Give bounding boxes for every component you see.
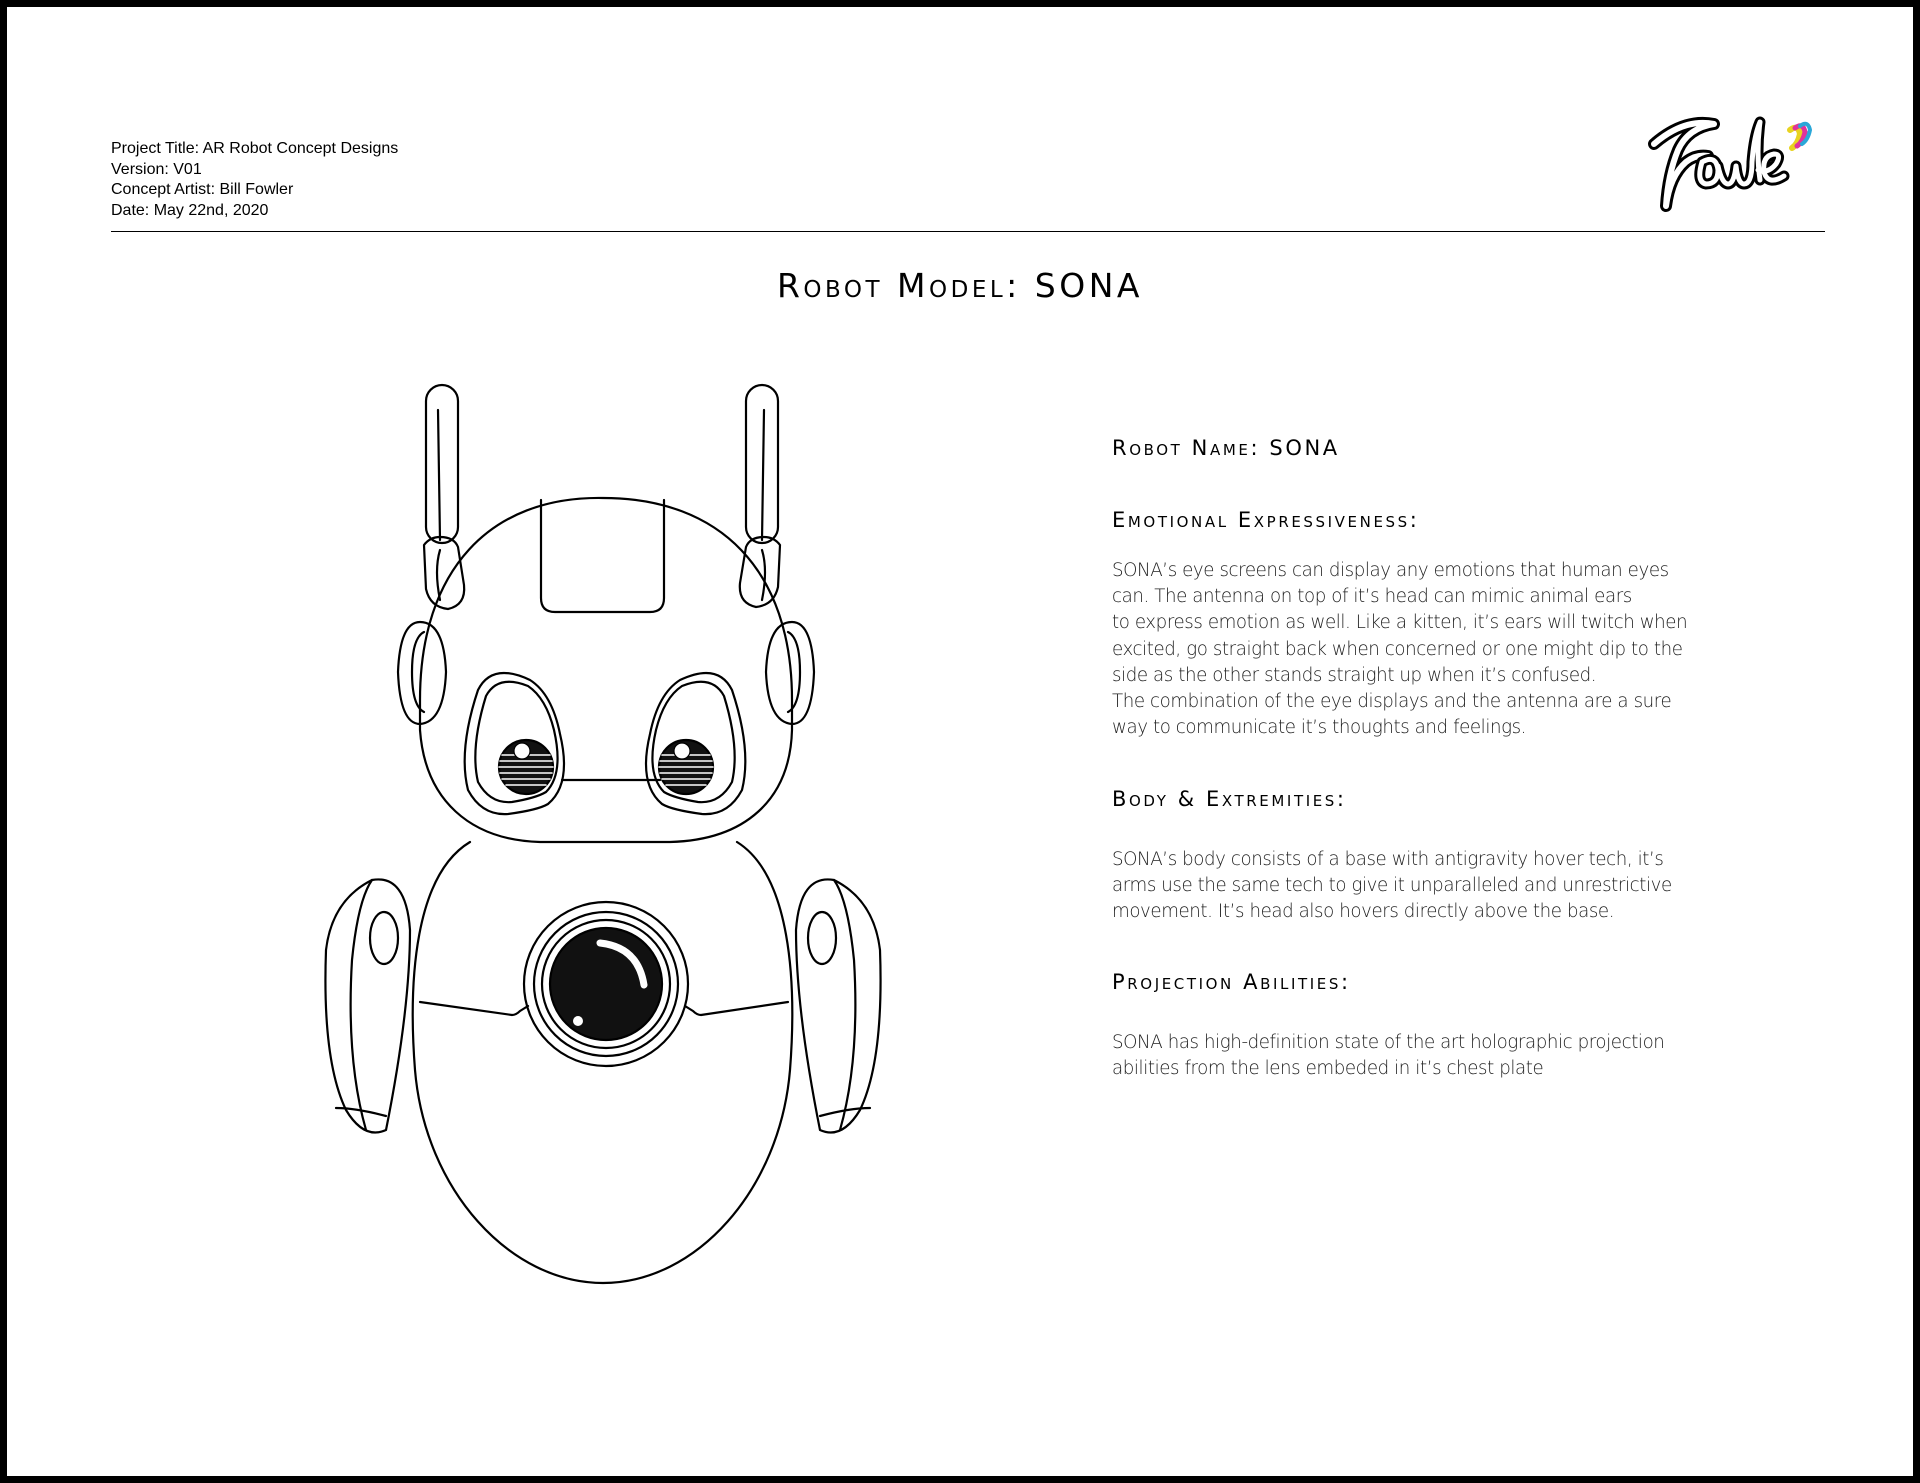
left-eye <box>499 740 553 794</box>
version-label: Version: V01 <box>111 160 202 178</box>
projection-abilities-text: SONA has high-definition state of the art holographic projection abilities from the lens embeded in it’s chest plate <box>1112 1032 1665 1080</box>
project-info-block <box>111 139 398 221</box>
right-eye <box>659 740 713 794</box>
projection-abilities-heading: Projection Abilities: <box>1112 970 1351 994</box>
body-extremities-heading: Body & Extremities: <box>1112 787 1347 811</box>
robot-sona-illustration <box>300 370 920 1290</box>
robot-body <box>413 842 793 1283</box>
project-title: Project Title: AR Robot Concept Designs <box>111 140 399 157</box>
fowler-logo <box>1640 86 1840 226</box>
robot-name-heading: Robot Name: SONA <box>1112 436 1340 460</box>
emotional-expressiveness-text: SONA’s eye screens can display any emotions that human eyes can. The antenna on top of it’s head can mimic animal ears to express emotion as well. Like a kitten, it’s ears will twitch when excited, go straight back when concerned or one might dip to the side as the other stands straight up when it’s confused. The combination of the eye displays and the antenna are a sure way to communicate it’s thoughts and feelings. <box>1112 560 1688 739</box>
right-arm <box>796 879 881 1132</box>
body-extremities-text: SONA’s body consists of a base with antigravity hover tech, it’s arms use the same tech to give it unparalleled and unrestrictive movement. It’s head also hovers directly above the base. <box>1112 849 1672 923</box>
robot-head <box>398 498 814 842</box>
left-arm <box>325 879 410 1132</box>
concept-artist-label: Concept Artist: Bill Fowler <box>111 181 294 198</box>
header-divider <box>111 231 1825 232</box>
emotional-expressiveness-heading: Emotional Expressiveness: <box>1112 508 1420 532</box>
page-title: Robot Model: SONA <box>777 266 1143 305</box>
chest-lens <box>524 902 688 1066</box>
left-antenna <box>424 385 464 609</box>
date-label: Date: May 22nd, 2020 <box>111 201 269 219</box>
